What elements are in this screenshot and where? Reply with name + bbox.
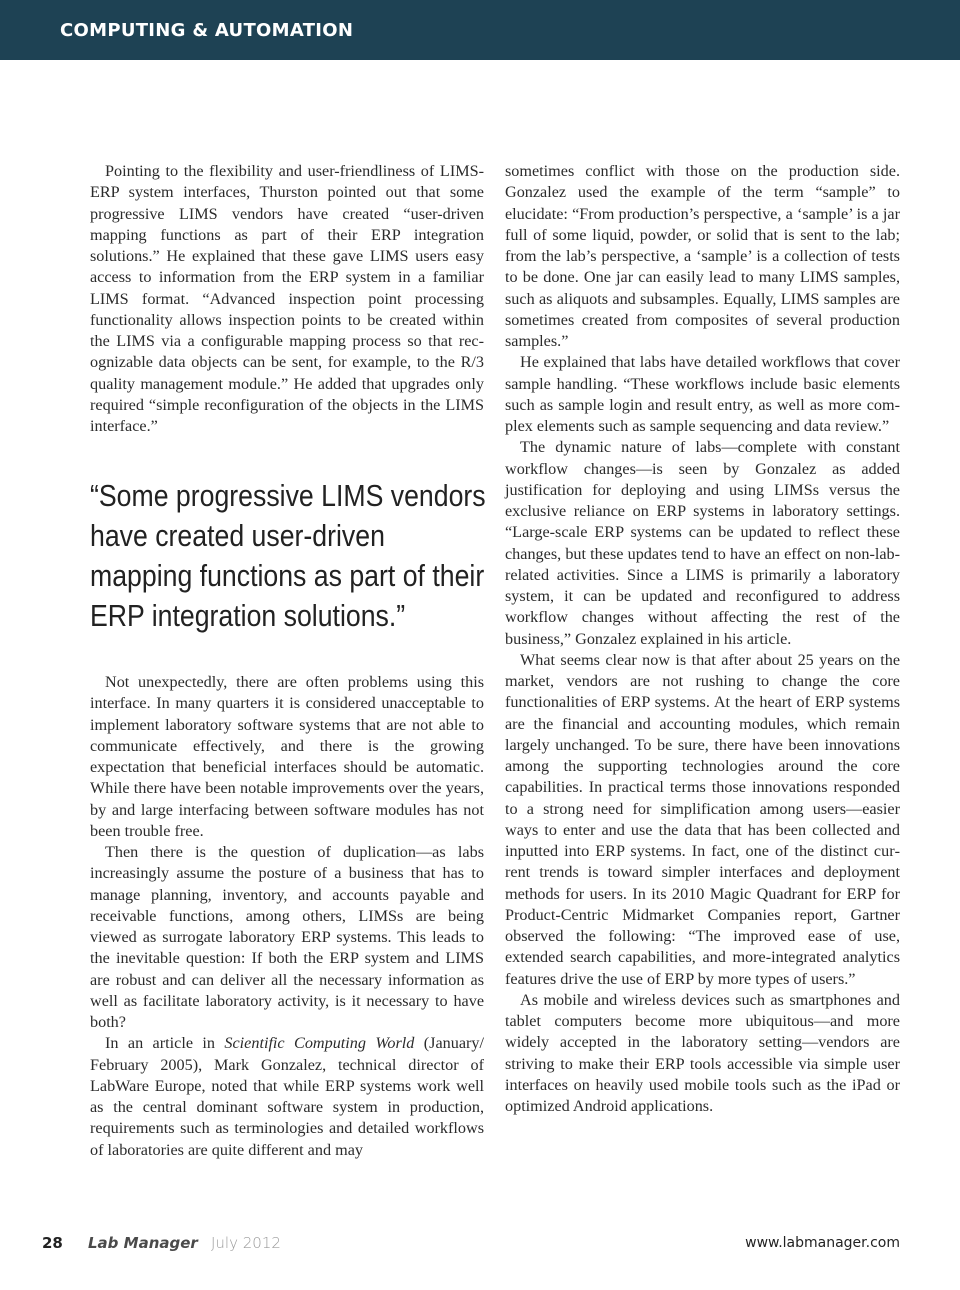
paragraph-text: In an article in <box>105 1034 225 1053</box>
pull-quote: “Some progressive LIMS vendors have created user-driven mapping functions as part of their ERP integration solutions.” <box>90 478 486 633</box>
page-number: 28 <box>42 1234 63 1252</box>
article-paragraph-continued: sometimes conflict with those on the production side. Gonzalez used the example of the term “sample” to elucidate: “From production’s perspective, a ‘sample’ is a jar full of some liquid, powder, or solid that is sent to the lab; from the lab’s perspective, a ‘sample’ is a collection of tests to be done. One jar can easily lead to many LIMS samples, such as aliquots and subsamples. Equally, LIMS samples are sometimes created from composites of several production samples.” <box>505 162 900 350</box>
article-paragraph: Not unexpectedly, there are often problems using this interface. In many quarters it is considered unacceptable to implement laboratory software systems that are not able to communicate effectively, and there is the growing expectation that beneficial interfaces should be automatic. While there have been notable improvements over the years, by and large interfacing between software modules has not been trouble free. <box>90 673 484 840</box>
section-header-bar <box>0 0 960 60</box>
website-url: www.labmanager.com <box>745 1235 900 1251</box>
paragraph-text: (January/ February 2005), Mark Gonzalez, technical director of LabWare Europe, noted that while ERP systems work well as the central dominant software system in production, requirements such as terminologies and detailed workflows of laboratories are quite different and may <box>90 1034 484 1159</box>
magazine-name: Lab Manager <box>88 1234 198 1252</box>
article-paragraph: Pointing to the flexibility and user-friendliness of LIMS-ERP system interfaces, Thurston pointed out that some progressive LIMS vendors have created “user-driven mapping functions as part of their ERP integration solutions.” He explained that these gave LIMS users easy access to information from the ERP system in a familiar LIMS format. “Advanced inspection point processing functionality allows inspection points to be created within the LIMS via a configurable mapping process so that recognizable data objects can be sent, for example, to the R/3 quality management module.” He added that upgrades only required “simple reconfiguration of the objects in the LIMS interface.” <box>90 162 484 435</box>
left-column-bottom <box>90 672 484 1161</box>
left-column-top <box>90 161 484 437</box>
article-paragraph: As mobile and wireless devices such as smartphones and tablet computers become more ubiquitous—and more widely accepted in the laboratory setting—vendors are striving to make their ERP tools accessible via simple user interfaces on heavily used mobile tools such as the iPad or optimized Android applications. <box>505 990 900 1115</box>
article-paragraph: The dynamic nature of labs—complete with constant workflow changes—is seen by Gonzalez as added justification for deploying and using LIMSs versus the exclusive reliance on ERP systems in laboratory settings. “Large-scale ERP systems can be updated to reflect these changes, but these updates tend to have an effect on non-lab-related activities. Since a LIMS is primarily a laboratory system, it can be updated and reconfigured to address workflow changes without affecting the rest of the business,” Gonzalez explained in his article. <box>505 438 900 648</box>
journal-title: Scientific Computing World <box>224 1034 415 1053</box>
article-paragraph: What seems clear now is that after about 25 years on the market, vendors are not rushing to change the core functionalities of ERP systems. At the heart of ERP systems are the financial and accounting modules, which remain largely unchanged. To be sure, there have been innovations among the supporting technologies around the core capabilities. In practical terms those innovations responded to a strong need for simplification among users—easier ways to enter and use the data that has been collected and inputted into ERP systems. In fact, one of the distinct current trends is toward simpler interfaces and deployment methods for users. In its 2010 Magic Quadrant for ERP for Product-Centric Midmarket Companies report, Gartner observed the following: “The improved ease of use, extended search capabilities, and more-integrated analytics features drive the use of ERP by more types of users.” <box>505 650 900 988</box>
issue-date: July 2012 <box>211 1234 281 1252</box>
section-title: COMPUTING & AUTOMATION <box>60 20 354 41</box>
right-column <box>505 161 900 1117</box>
page-footer <box>0 1232 960 1256</box>
article-paragraph: He explained that labs have detailed workflows that cover sample handling. “These workflows include basic elements such as sample login and result entry, as well as more complex elements such as sample sequencing and data review.” <box>505 353 900 435</box>
article-paragraph <box>90 1033 484 1161</box>
article-paragraph: Then there is the question of duplication—as labs increasingly assume the posture of a business that has to manage planning, inventory, and accounts payable and receivable functions, among others, LIMSs are being viewed as surrogate laboratory ERP systems. This leads to the inevitable question: If both the ERP system and LIMS are robust and can deliver all the necessary information as well as facilitate laboratory activity, is it necessary to have both? <box>90 843 484 1031</box>
